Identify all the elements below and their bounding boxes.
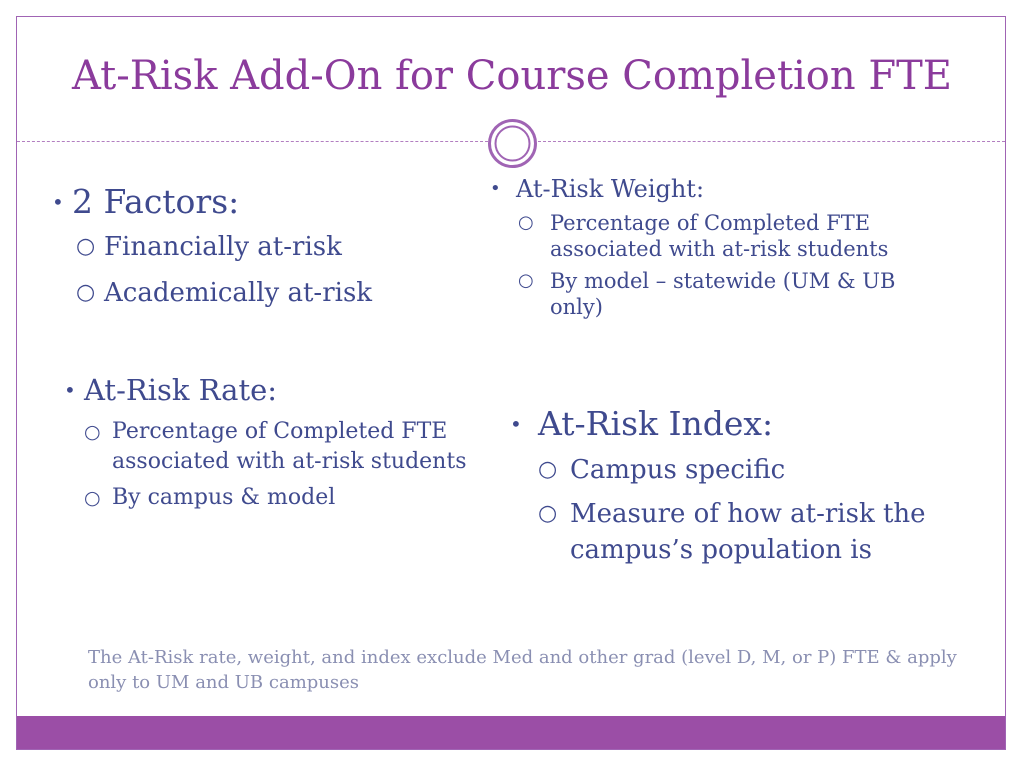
factors-heading-item (48, 183, 468, 221)
index-list (508, 452, 968, 568)
bullet-icon: • (64, 378, 76, 402)
list-item (84, 483, 480, 513)
hollow-bullet-icon: ○ (84, 487, 101, 509)
list-item (518, 268, 910, 320)
list-item-text: By model – statewide (UM & UB only) (550, 269, 896, 319)
factors-section (48, 183, 468, 323)
rate-heading: At-Risk Rate: (84, 373, 278, 407)
double-circle-icon (487, 118, 538, 169)
list-item (538, 496, 970, 568)
footnote: The At-Risk rate, weight, and index exclude Med and other grad (level D, M, or P) FTE & apply only to UM and UB campuses (88, 647, 957, 693)
hollow-bullet-icon: ○ (76, 280, 96, 305)
bullet-icon: • (510, 412, 522, 436)
list-item-text: Campus specific (570, 455, 786, 485)
slide-title: At-Risk Add-On for Course Completion FTE (72, 53, 952, 99)
list-item-text: Academically at-risk (104, 278, 373, 308)
list-item-text: Measure of how at-risk the campus’s population is (570, 499, 926, 565)
list-item-text: Percentage of Completed FTE associated with at-risk students (550, 211, 889, 261)
weight-list (488, 210, 928, 320)
hollow-bullet-icon: ○ (518, 212, 534, 233)
list-item-text: Percentage of Completed FTE associated with at-risk students (112, 419, 467, 474)
divider-line-right (538, 141, 1005, 142)
hollow-bullet-icon: ○ (84, 421, 101, 443)
list-item-text: Financially at-risk (104, 232, 342, 262)
hollow-bullet-icon: ○ (76, 234, 96, 259)
bottom-accent-bar (17, 716, 1005, 749)
divider-line-left (17, 141, 488, 142)
weight-heading: At-Risk Weight: (516, 175, 705, 203)
list-item (538, 452, 970, 488)
rate-list (60, 417, 480, 513)
hollow-bullet-icon: ○ (518, 270, 534, 291)
bullet-icon: • (52, 190, 64, 214)
bullet-icon: • (490, 178, 501, 199)
list-item (84, 417, 480, 477)
list-item (76, 231, 468, 263)
hollow-bullet-icon: ○ (538, 457, 558, 482)
weight-heading-item (488, 174, 928, 204)
weight-section (488, 174, 928, 326)
rate-section (60, 373, 480, 519)
index-section (508, 404, 968, 576)
index-heading-item (508, 404, 968, 444)
rate-heading-item (60, 373, 480, 407)
factors-heading: 2 Factors: (72, 182, 240, 221)
factors-list (48, 231, 468, 309)
index-heading: At-Risk Index: (538, 404, 774, 443)
list-item-text: By campus & model (112, 485, 336, 510)
hollow-bullet-icon: ○ (538, 501, 558, 526)
list-item (518, 210, 910, 262)
list-item (76, 277, 468, 309)
